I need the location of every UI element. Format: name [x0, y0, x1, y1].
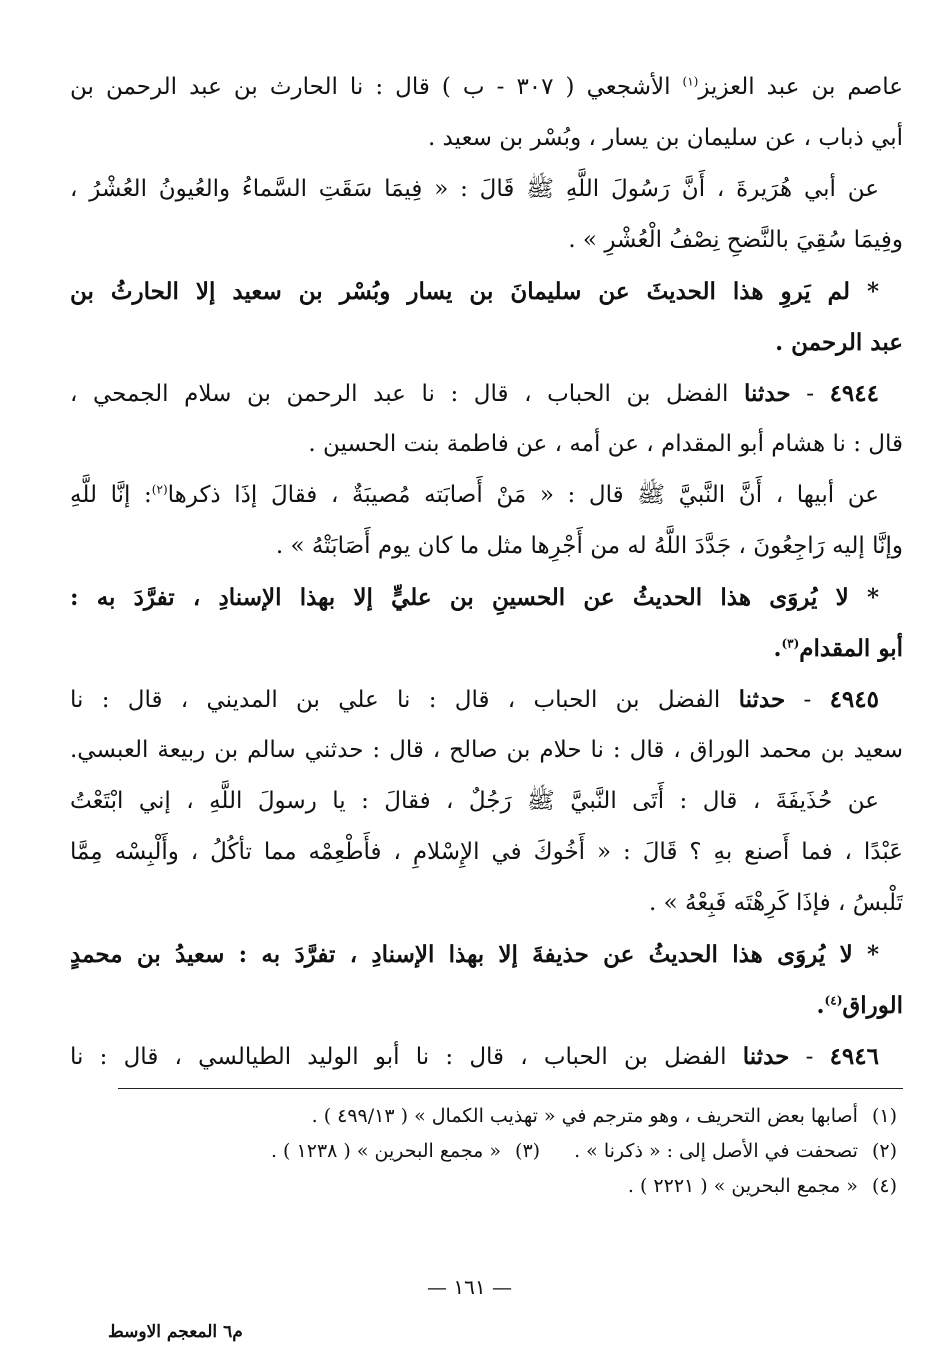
text-segment: عن أبيها ، أَنَّ النَّبيَّ ﷺ قال : « مَنْ أَصابَته مُصيبَةٌ ، فقالَ إذَا ذكرها: [167, 482, 880, 508]
footnote-marker: (٢): [151, 482, 168, 497]
text-segment: وفِيمَا سُقِيَ بالنَّضحِ نِصْفُ الْعُشْرِ » .: [568, 227, 903, 253]
text-segment: الأشجعي ( ٣٠٧ - ب ) قال : نا الحارث بن عبد الرحمن بن: [70, 74, 683, 100]
text-line: [70, 215, 903, 266]
text-segment: الوراق: [842, 992, 903, 1019]
text-segment: عن أبي هُرَيرةَ ، أَنَّ رَسُولَ اللَّهِ ﷺ قَالَ : « فِيمَا سَقَتِ السَّماءُ والعُيونُ العُشْرُ ،: [70, 176, 879, 202]
text-line: [70, 113, 903, 164]
text-line: [70, 725, 903, 776]
comment-line: [70, 572, 903, 623]
footnote-number: (٢): [871, 1140, 897, 1162]
footnote-text: تصحفت في الأصل إلى : « ذكرنا » .: [574, 1140, 858, 1162]
footer-signature: م٦ المعجم الاوسط: [108, 1322, 243, 1342]
footnote-marker: (١): [682, 74, 699, 89]
footnote-number: (١): [871, 1105, 897, 1127]
narration-keyword: حدثنا: [738, 686, 786, 713]
text-line: [70, 521, 903, 572]
text-segment: سعيد بن محمد الوراق ، قال : نا حلام بن صالح ، قال : حدثني سالم بن ربيعة العبسي.: [70, 737, 903, 763]
footnote-number: (٣): [515, 1140, 541, 1162]
text-segment: * لم يَروِ هذا الحديثَ عن سليمانَ بن يسار وبُسْر بن سعيد إلا الحارثُ بن: [70, 278, 880, 305]
hadith-heading-line: [70, 368, 903, 419]
footnote-marker: (٤): [824, 993, 843, 1008]
text-segment: -: [789, 1044, 830, 1070]
comment-line: [70, 317, 903, 368]
hadith-heading-line: [70, 674, 903, 725]
narration-keyword: حدثنا: [742, 1043, 790, 1070]
text-segment: -: [790, 381, 830, 407]
text-segment: عَبْدًا ، فما أَصنع بهِ ؟ قَالَ : « أَخُوكَ في الإِسْلامِ ، فأَطْعِمْه مما تأكُلُ ، وأَلْبِسْه مِمَّا: [70, 839, 903, 865]
hadith-number: ٤٩٤٥: [829, 686, 879, 713]
text-segment: * لا يُروَى هذا الحديثُ عن حذيفةَ إلا بهذا الإسنادِ ، تفرَّدَ به : سعيدُ بن محمدٍ: [70, 941, 879, 968]
text-segment: الفضل بن الحباب ، قال : نا عبد الرحمن بن سلام الجمحي ،: [70, 381, 744, 407]
text-line: [70, 776, 903, 827]
hadith-number: ٤٩٤٦: [829, 1043, 879, 1070]
text-segment: .: [816, 992, 825, 1019]
main-text: [70, 62, 903, 1082]
text-line: [70, 827, 903, 878]
comment-line: [70, 929, 903, 980]
footnote-text: أصابها بعض التحريف ، وهو مترجم في « تهذيب الكمال » ( ٤٩٩/١٣ ) .: [311, 1105, 858, 1127]
text-segment: تَلْبسُ ، فإذَا كَرِهْتَه فَبِعْهُ » .: [649, 890, 903, 916]
footnotes: [70, 1099, 903, 1204]
hadith-heading-line: [70, 1031, 903, 1082]
hadith-number: ٤٩٤٤: [829, 380, 879, 407]
text-line: [70, 419, 903, 470]
text-line: [70, 878, 903, 929]
footnote-number: (٤): [871, 1175, 897, 1197]
text-segment: أبي ذباب ، عن سليمان بن يسار ، وبُسْر بن سعيد .: [427, 125, 903, 151]
footnote: [70, 1169, 903, 1204]
comment-line: [70, 623, 903, 674]
text-segment: وإنَّا إليه رَاجِعُونَ ، جَدَّدَ اللَّهُ له من أَجْرِها مثل ما كان يوم أَصَابَتْهُ » .: [275, 533, 903, 559]
footnote-marker: (٣): [781, 636, 800, 651]
footnote: [70, 1134, 903, 1169]
text-segment: أبو المقدام: [799, 635, 903, 662]
narration-keyword: حدثنا: [744, 380, 791, 407]
text-segment: : إنَّا للَّهِ: [70, 482, 152, 508]
text-segment: .: [773, 635, 782, 662]
footnote-divider: [118, 1088, 903, 1089]
text-segment: الفضل بن الحباب ، قال : نا علي بن المديني ، قال : نا: [70, 687, 739, 713]
text-segment: * لا يُروَى هذا الحديثُ عن الحسينِ بن عليٍّ إلا بهذا الإسنادِ ، تفرَّدَ به :: [70, 584, 879, 611]
text-line: [70, 470, 903, 521]
text-segment: الفضل بن الحباب ، قال : نا أبو الوليد الطيالسي ، قال : نا: [70, 1044, 743, 1070]
text-segment: عبد الرحمن .: [775, 329, 903, 356]
text-segment: عاصم بن عبد العزيز: [698, 74, 903, 100]
text-line: [70, 62, 903, 113]
text-segment: -: [785, 687, 830, 713]
comment-line: [70, 980, 903, 1031]
text-segment: قال : نا هشام أبو المقدام ، عن أمه ، عن فاطمة بنت الحسين .: [308, 431, 903, 457]
footnote: [70, 1099, 903, 1134]
text-line: [70, 164, 903, 215]
text-segment: عن حُذَيفَةَ ، قال : أَتَى النَّبيَّ ﷺ رَجُلٌ ، فقالَ : يا رسولَ اللَّهِ ، إني ابْتَعْتُ: [70, 788, 879, 814]
footnote-text: « مجمع البحرين » ( ٢٢٢١ ) .: [627, 1175, 858, 1197]
page-number: — ١٦١ —: [427, 1275, 512, 1299]
comment-line: [70, 266, 903, 317]
footnote-text: « مجمع البحرين » ( ١٢٣٨ ) .: [270, 1140, 502, 1162]
